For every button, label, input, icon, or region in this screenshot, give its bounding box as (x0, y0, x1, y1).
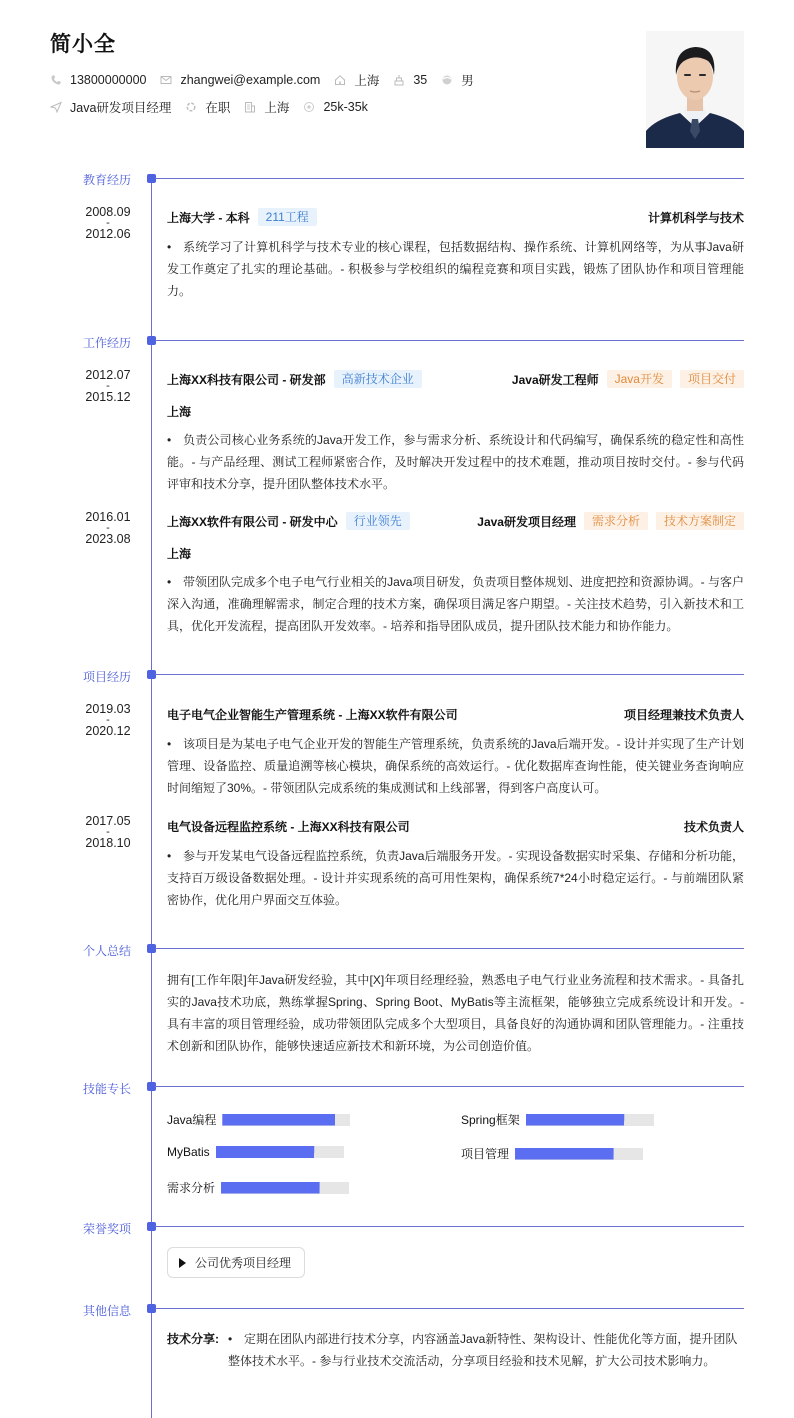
play-triangle-icon (179, 1258, 186, 1268)
candidate-name: 简小全 (50, 33, 116, 56)
contact-email: zhangwei@example.com (160, 73, 320, 87)
position-title: Java研发项目经理 (477, 514, 576, 529)
work-location: 上海 (167, 547, 192, 561)
major: 计算机科学与技术 (647, 210, 744, 225)
other-info-text: • 定期在团队内部进行技术分享，内容涵盖Java新特性、架构设计、性能优化等方面，提升团队整体技术水平。- 参与行业技术交流活动，分享项目经验和技术见解，扩大公司技术影响力。 (228, 1332, 738, 1368)
section-title: 项目经历 (83, 670, 132, 684)
section-title: 个人总结 (83, 944, 132, 958)
skill-bar-fill (221, 1182, 320, 1194)
other-info-label: 技术分享: (167, 1332, 219, 1346)
date-range: 2008.09 - 2012.06 (85, 205, 131, 241)
project-name: 电气设备远程监控系统 - 上海XX科技有限公司 (167, 820, 410, 834)
summary-text: 拥有[工作年限]年Java研发经验，其中[X]年项目经理经验，熟悉电子电气行业业务流程和技术需求。- 具备扎实的Java技术功底，熟练掌握Spring、Spring Boot、MyBatis等主流框架，能够独立完成系统设计和开发。- 具有丰富的项目管理经验，成功带领团队完成多个大型项目，具备良好的沟通协调和团队管理能力。- 注重技术创新和团队协作，能够快速适应新技术和新环境，为公司创造价值。 (167, 973, 744, 1053)
skill-bar-fill (222, 1114, 335, 1126)
school-tag: 211工程 (258, 208, 317, 226)
skill-java: Java编程 (167, 1111, 350, 1128)
date-range: 2016.01 - 2023.08 (85, 510, 131, 546)
project-name: 电子电气企业智能生产管理系统 - 上海XX软件有限公司 (167, 708, 458, 722)
contact-phone: 13800000000 (50, 73, 146, 87)
date-range: 2017.05 - 2018.10 (85, 814, 131, 850)
skill-bar (515, 1148, 643, 1160)
job-salary: 25k-35k (303, 100, 367, 114)
work-entry-header (167, 512, 744, 530)
phone-icon (50, 74, 62, 86)
send-icon (50, 101, 62, 113)
job-city: 上海 (244, 98, 289, 116)
company-tag: 行业领先 (346, 512, 410, 530)
skill-bar (526, 1114, 654, 1126)
project-description: • 参与开发某电气设备远程监控系统，负责Java后端服务开发。- 实现设备数据实时采集、存储和分析功能，支持百万级设备数据处理。- 设计并实现系统的高可用性架构，确保系统7*24小时稳定运行。- 与前端团队紧密协作，优化用户界面交互体验。 (167, 849, 744, 907)
section-title: 技能专长 (83, 1082, 132, 1096)
contact-age: 35 (393, 73, 427, 87)
date-range: 2019.03 - 2020.12 (85, 702, 131, 738)
skill-tag: 技术方案制定 (656, 512, 744, 530)
gender-icon (441, 74, 453, 86)
work-description: • 负责公司核心业务系统的Java开发工作，参与需求分析、系统设计和代码编写，确保系统的稳定性和高性能。- 与产品经理、测试工程师紧密合作，及时解决开发过程中的技术难题，推动项目按时交付。- 参与代码评审和技术分享，提升团队整体技术水平。 (167, 433, 744, 491)
skill-mybatis: MyBatis (167, 1145, 344, 1159)
resume-header (50, 28, 750, 58)
job-position: Java研发项目经理 (50, 98, 171, 116)
school-name: 上海大学 - 本科 (167, 210, 250, 225)
skill-requirements-analysis: 需求分析 (167, 1179, 349, 1196)
skill-bar-fill (515, 1148, 614, 1160)
contact-city: 上海 (334, 71, 379, 89)
project-entry-header (167, 706, 744, 723)
skill-bar (221, 1182, 349, 1194)
work-description: • 带领团队完成多个电子电气行业相关的Java项目研发，负责项目整体规划、进度把控和资源协调。- 与客户深入沟通，准确理解需求，制定合理的技术方案，确保项目满足客户期望。- 关注技术趋势，引入新技术和工具，优化开发流程，提高团队开发效率。- 培养和指导团队成员，提升团队技术能力和协作能力。 (167, 575, 744, 633)
work-location: 上海 (167, 405, 192, 419)
section-divider (155, 1086, 744, 1087)
job-intent-row (50, 98, 382, 116)
building-icon (244, 101, 256, 113)
section-divider (155, 1226, 744, 1227)
skill-spring: Spring框架 (461, 1111, 654, 1128)
contact-gender: 男 (441, 71, 474, 89)
date-range: 2012.07 - 2015.12 (85, 368, 131, 404)
project-entry-header (167, 818, 744, 835)
project-role: 项目经理兼技术负责人 (623, 708, 744, 722)
skill-bar (216, 1146, 344, 1158)
section-title: 荣誉奖项 (83, 1222, 132, 1236)
position-title: Java研发工程师 (511, 372, 599, 387)
skill-bar-fill (526, 1114, 625, 1126)
skill-bar (222, 1114, 350, 1126)
company-name: 上海XX科技有限公司 - 研发部 (167, 372, 326, 387)
contact-row (50, 71, 488, 89)
section-divider (155, 1308, 744, 1309)
home-icon (334, 74, 346, 86)
mail-icon (160, 74, 172, 86)
job-status: 在职 (185, 98, 230, 116)
education-entry-header (167, 208, 744, 226)
avatar-photo (646, 31, 744, 148)
section-divider (155, 340, 744, 341)
project-role: 技术负责人 (683, 820, 744, 834)
company-name: 上海XX软件有限公司 - 研发中心 (167, 514, 338, 529)
status-icon (185, 101, 197, 113)
work-entry-header (167, 370, 744, 388)
timeline-line (151, 179, 152, 1418)
section-divider (155, 178, 744, 179)
company-tag: 高新技术企业 (334, 370, 422, 388)
skill-project-management: 项目管理 (461, 1145, 643, 1162)
section-divider (155, 674, 744, 675)
section-title: 教育经历 (83, 173, 132, 187)
project-description: • 该项目是为某电子电气企业开发的智能生产管理系统，负责系统的Java后端开发。- 设计并实现了生产计划管理、设备监控、质量追溯等核心模块，确保系统的高效运行。- 优化数据库查询性能，使关键业务查询响应时间缩短了30%。- 带领团队完成系统的集成测试和上线部署，得到客户高度认可。 (167, 737, 744, 795)
award-item[interactable]: 公司优秀项目经理 (167, 1247, 305, 1278)
section-title: 其他信息 (83, 1304, 132, 1318)
salary-icon (303, 101, 315, 113)
section-divider (155, 948, 744, 949)
skill-tag: 项目交付 (680, 370, 744, 388)
skill-tag: 需求分析 (584, 512, 648, 530)
age-icon (393, 74, 405, 86)
skill-bar-fill (216, 1146, 315, 1158)
education-description: • 系统学习了计算机科学与技术专业的核心课程，包括数据结构、操作系统、计算机网络等，为从事Java研发工作奠定了扎实的理论基础。- 积极参与学校组织的编程竞赛和项目实践，锻炼了团队协作和项目管理能力。 (167, 240, 744, 298)
section-title: 工作经历 (83, 336, 132, 350)
skill-tag: Java开发 (607, 370, 672, 388)
